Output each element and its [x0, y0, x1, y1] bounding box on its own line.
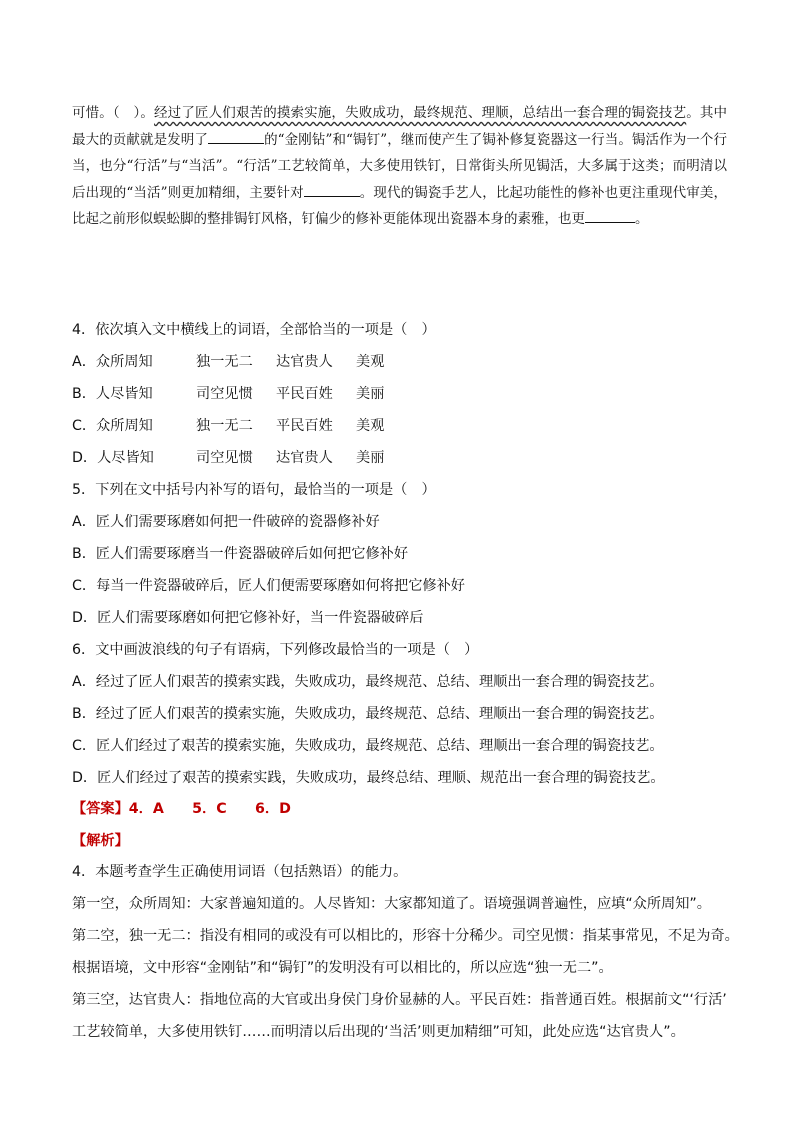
question-5-option-b: B．匠人们需要琢磨当一件瓷器破碎后如何把它修补好: [72, 546, 409, 562]
fill-blank-4: [585, 206, 635, 223]
option-word: B．人尽皆知: [72, 386, 153, 402]
answer-line: [72, 798, 752, 820]
option-word: A．众所周知: [72, 354, 153, 370]
passage-text: 。: [686, 105, 700, 121]
analysis-heading: [72, 830, 752, 852]
wavy-underlined-sentence: 经过了匠人们艰苦的摸索实施，失败成功，最终规范、理顺，总结出一套合理的锔瓷技艺: [154, 105, 687, 121]
answer-label: 【答案】: [72, 801, 129, 817]
answer-values: 4．A 5．C 6．D: [128, 801, 291, 817]
option-word: 司空见惯: [196, 386, 253, 402]
analysis-line: 工艺较简单，大多使用铁钉……而明清以后出现的‘当活’则更加精细”可知，此处应选“达官贵人”。: [72, 1024, 685, 1040]
analysis-line: 第二空，独一无二：指没有相同的或没有可以相比的，形容十分稀少。司空见惯：指某事常见，不足为奇。: [72, 928, 739, 944]
option-word: D．人尽皆知: [72, 450, 154, 466]
analysis-line: 根据语境，文中形容“金刚钻”和“锔钉”的发明没有可以相比的，所以应选“独一无二”。: [72, 960, 613, 976]
question-5-option-d: D．匠人们需要琢磨如何把它修补好，当一件瓷器破碎后: [72, 610, 424, 626]
option-word: 美观: [356, 418, 385, 434]
fill-blank-1: [208, 127, 264, 144]
question-6-option-b: B．经过了匠人们艰苦的摸索实施，失败成功，最终规范、总结、理顺出一套合理的锔瓷技艺。: [72, 706, 664, 722]
analysis-line: 第三空，达官贵人：指地位高的大官或出身侯门身价显赫的人。平民百姓：指普通百姓。根据前文“‘行活’: [72, 992, 727, 1008]
option-word: 达官贵人: [276, 450, 333, 466]
question-6-option-a: A．经过了匠人们艰苦的摸索实践，失败成功，最终规范、总结、理顺出一套合理的锔瓷技艺。: [72, 674, 664, 690]
option-word: 美观: [356, 354, 385, 370]
option-word: 司空见惯: [196, 450, 253, 466]
question-6-stem: 6．文中画波浪线的句子有语病，下列修改最恰当的一项是（ ）: [72, 642, 479, 658]
question-5-stem: 5．下列在文中括号内补写的语句，最恰当的一项是（ ）: [72, 482, 436, 498]
analysis-line: 4．本题考查学生正确使用词语（包括熟语）的能力。: [72, 864, 408, 880]
question-4-option-c: [72, 415, 752, 437]
passage-text: 。: [635, 211, 649, 227]
analysis-line: 第一空，众所周知：大家普遍知道的。人尽皆知：大家都知道了。语境强调普遍性，应填“众所周知”。: [72, 896, 711, 912]
passage-text: 。现代的锔瓷手艺人，比起功能性的修补也更注重现代审美，比起之前形似蜈蚣脚的整排锔钉风格，钉偏少的修补更能体现出瓷器本身的素雅，也更: [72, 184, 727, 227]
question-4-option-d: [72, 447, 752, 469]
fill-blank-3: [304, 180, 360, 197]
reading-passage: [72, 100, 727, 233]
question-5-option-c: C．每当一件瓷器破碎后，匠人们便需要琢磨如何将把它修补好: [72, 578, 465, 594]
question-4-option-b: [72, 383, 752, 405]
option-word: 达官贵人: [276, 354, 333, 370]
option-word: 美丽: [356, 450, 385, 466]
question-6-option-c: C．匠人们经过了艰苦的摸索实施，失败成功，最终规范、总结、理顺出一套合理的锔瓷技艺。: [72, 738, 664, 754]
analysis-label: 【解析】: [72, 833, 129, 849]
passage-text: 可惜。（ ）。: [72, 105, 155, 121]
option-word: 美丽: [356, 386, 385, 402]
question-5-option-a: A．匠人们需要琢磨如何把一件破碎的瓷器修补好: [72, 514, 380, 530]
question-4-option-a: [72, 351, 752, 373]
option-word: 平民百姓: [276, 386, 333, 402]
question-4-stem: 4．依次填入文中横线上的词语，全部恰当的一项是（ ）: [72, 322, 436, 338]
option-word: C．众所周知: [72, 418, 153, 434]
passage-text: 其中最大的贡献就是发明了: [72, 105, 728, 148]
option-word: 独一无二: [196, 354, 253, 370]
option-word: 独一无二: [196, 418, 253, 434]
question-6-option-d: D．匠人们经过了艰苦的摸索实践，失败成功，最终总结、理顺、规范出一套合理的锔瓷技艺。: [72, 770, 665, 786]
passage-text: 的“金刚钻”和“锔钉”，继而使产生了锔补修复瓷器这一行当。锔活作为一个行当，也分“行活”与“当活”。“行活”工艺较简单，大多使用铁钉，日常街头所见锔活，大多属于这类；而明清以后出现的“当活”则更加精细，主要针对: [72, 131, 728, 201]
option-word: 平民百姓: [276, 418, 333, 434]
